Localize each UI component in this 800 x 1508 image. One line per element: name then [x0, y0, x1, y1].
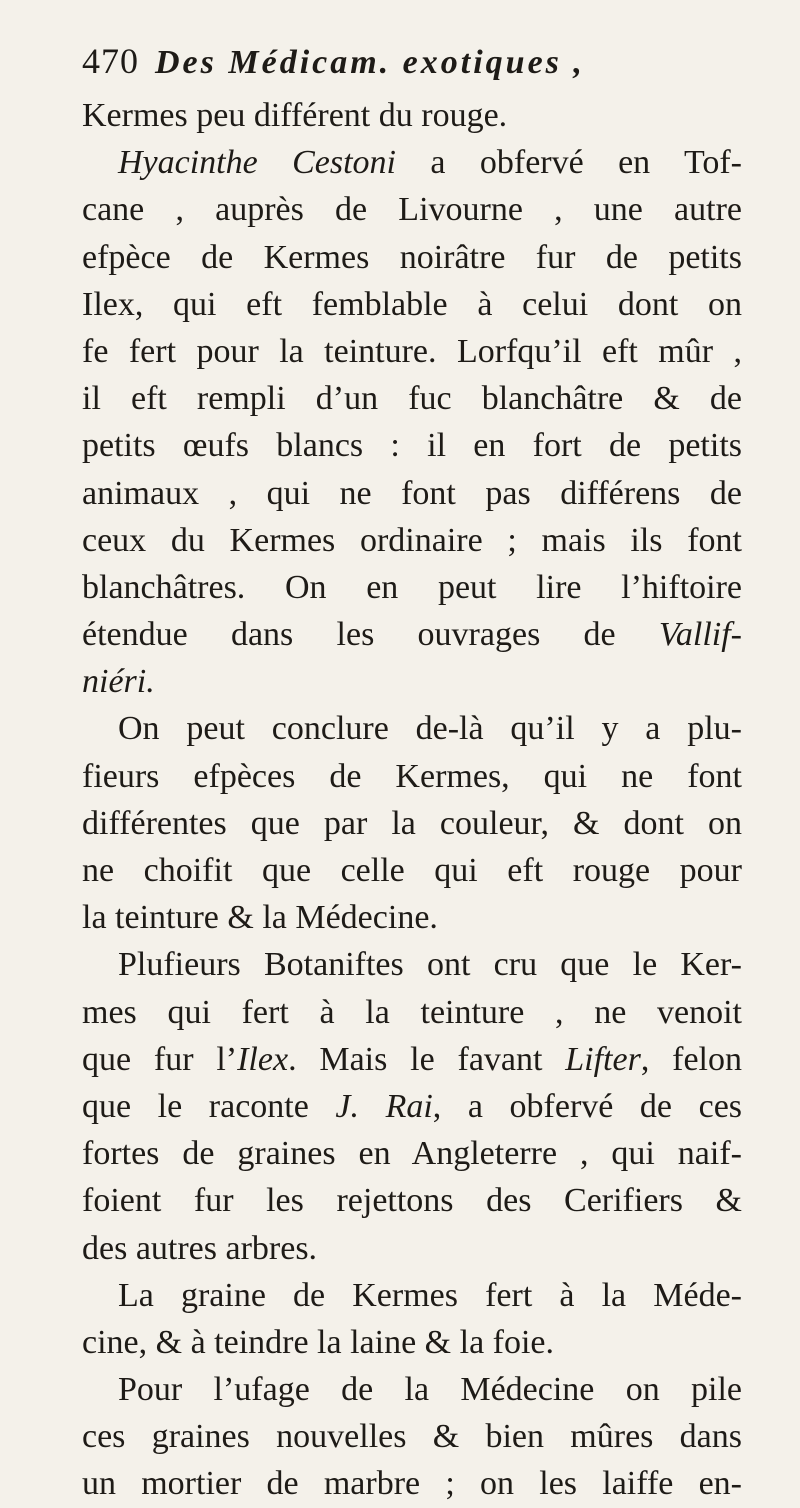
text-segment: Pour l’ufage de la Médecine on pile: [118, 1371, 742, 1409]
text-segment: animaux , qui ne font pas différens de: [82, 474, 742, 512]
text-line: [82, 470, 742, 517]
text-segment: il eft rempli d’un fuc blanchâtre & de: [82, 380, 742, 418]
text-segment: cane , auprès de Livourne , une autre: [82, 191, 742, 229]
text-segment: la teinture & la Médecine.: [82, 899, 438, 937]
text-line: [82, 1225, 742, 1272]
text-line: [82, 1036, 742, 1083]
text-segment: que le raconte: [82, 1087, 336, 1125]
text-segment: mes qui fert à la teinture , ne venoit: [82, 993, 742, 1031]
text-segment: ces graines nouvelles & bien mûres dans: [82, 1418, 742, 1456]
text-segment: fe fert pour la teinture. Lorfqu’il eft mûr ,: [82, 332, 742, 370]
text-line: [82, 375, 742, 422]
text-segment: fortes de graines en Angleterre , qui naif-: [82, 1135, 742, 1173]
body-text: [82, 92, 742, 1508]
text-line: [82, 139, 742, 186]
text-line: [82, 847, 742, 894]
italic-text-segment: Hyacinthe Cestoni: [118, 144, 396, 182]
text-line: [82, 1319, 742, 1366]
text-line: [82, 1130, 742, 1177]
italic-text-segment: J. Rai: [335, 1087, 433, 1125]
text-segment: La graine de Kermes fert à la Méde-: [118, 1276, 742, 1314]
text-segment: , a obfervé de ces: [432, 1087, 742, 1125]
text-segment: foient fur les rejettons des Cerifiers &: [82, 1182, 742, 1220]
text-segment: On peut conclure de-là qu’il y a plu-: [118, 710, 742, 748]
text-line: [82, 1413, 742, 1460]
text-line: [82, 328, 742, 375]
text-segment: petits œufs blancs : il en fort de petits: [82, 427, 742, 465]
italic-text-segment: Vallif-: [658, 616, 742, 654]
text-line: [82, 894, 742, 941]
text-line: [82, 941, 742, 988]
text-line: [82, 1366, 742, 1413]
text-segment: Ilex, qui eft femblable à celui dont on: [82, 285, 742, 323]
text-segment: a obfervé en Tof-: [396, 144, 742, 182]
text-segment: étendue dans les ouvrages de: [82, 616, 659, 654]
text-line: [82, 564, 742, 611]
text-segment: des autres arbres.: [82, 1229, 318, 1267]
running-head: Des Médicam. exotiques ,: [155, 44, 585, 81]
text-segment: efpèce de Kermes noirâtre fur de petits: [82, 238, 742, 276]
text-segment: Plufieurs Botaniftes ont cru que le Ker-: [118, 946, 742, 984]
text-line: [82, 422, 742, 469]
text-line: [82, 1177, 742, 1224]
text-segment: Kermes peu différent du rouge.: [82, 97, 508, 134]
page-number: 470: [82, 41, 139, 81]
text-segment: cine, & à teindre la laine & la foie.: [82, 1323, 555, 1361]
italic-text-segment: Ilex: [237, 1040, 289, 1078]
text-segment: que fur l’: [82, 1040, 238, 1078]
text-line: [82, 753, 742, 800]
text-segment: un mortier de marbre ; on les laiffe en-: [82, 1465, 742, 1503]
text-segment: . Mais le favant: [288, 1040, 566, 1078]
text-line: [82, 1460, 742, 1507]
italic-text-segment: niéri.: [82, 663, 155, 701]
text-segment: ne choifit que celle qui eft rouge pour: [82, 852, 742, 889]
text-line: [82, 658, 742, 705]
text-segment: blanchâtres. On en peut lire l’hiftoire: [82, 568, 742, 606]
text-line: [82, 517, 742, 564]
italic-text-segment: Lifter: [565, 1040, 641, 1078]
text-line: [82, 1272, 742, 1319]
text-segment: fieurs efpèces de Kermes, qui ne font: [82, 757, 742, 795]
text-line: [82, 234, 742, 281]
text-line: [82, 186, 742, 233]
text-line: [82, 705, 742, 752]
page-header: [82, 40, 722, 98]
text-line: [82, 800, 742, 847]
text-line: [82, 1083, 742, 1130]
text-segment: différentes que par la couleur, & dont on: [82, 804, 742, 842]
text-line: [82, 611, 742, 658]
text-line: [82, 92, 742, 139]
text-segment: , felon: [640, 1040, 742, 1078]
text-line: [82, 989, 742, 1036]
text-line: [82, 281, 742, 328]
text-segment: ceux du Kermes ordinaire ; mais ils font: [82, 521, 742, 559]
